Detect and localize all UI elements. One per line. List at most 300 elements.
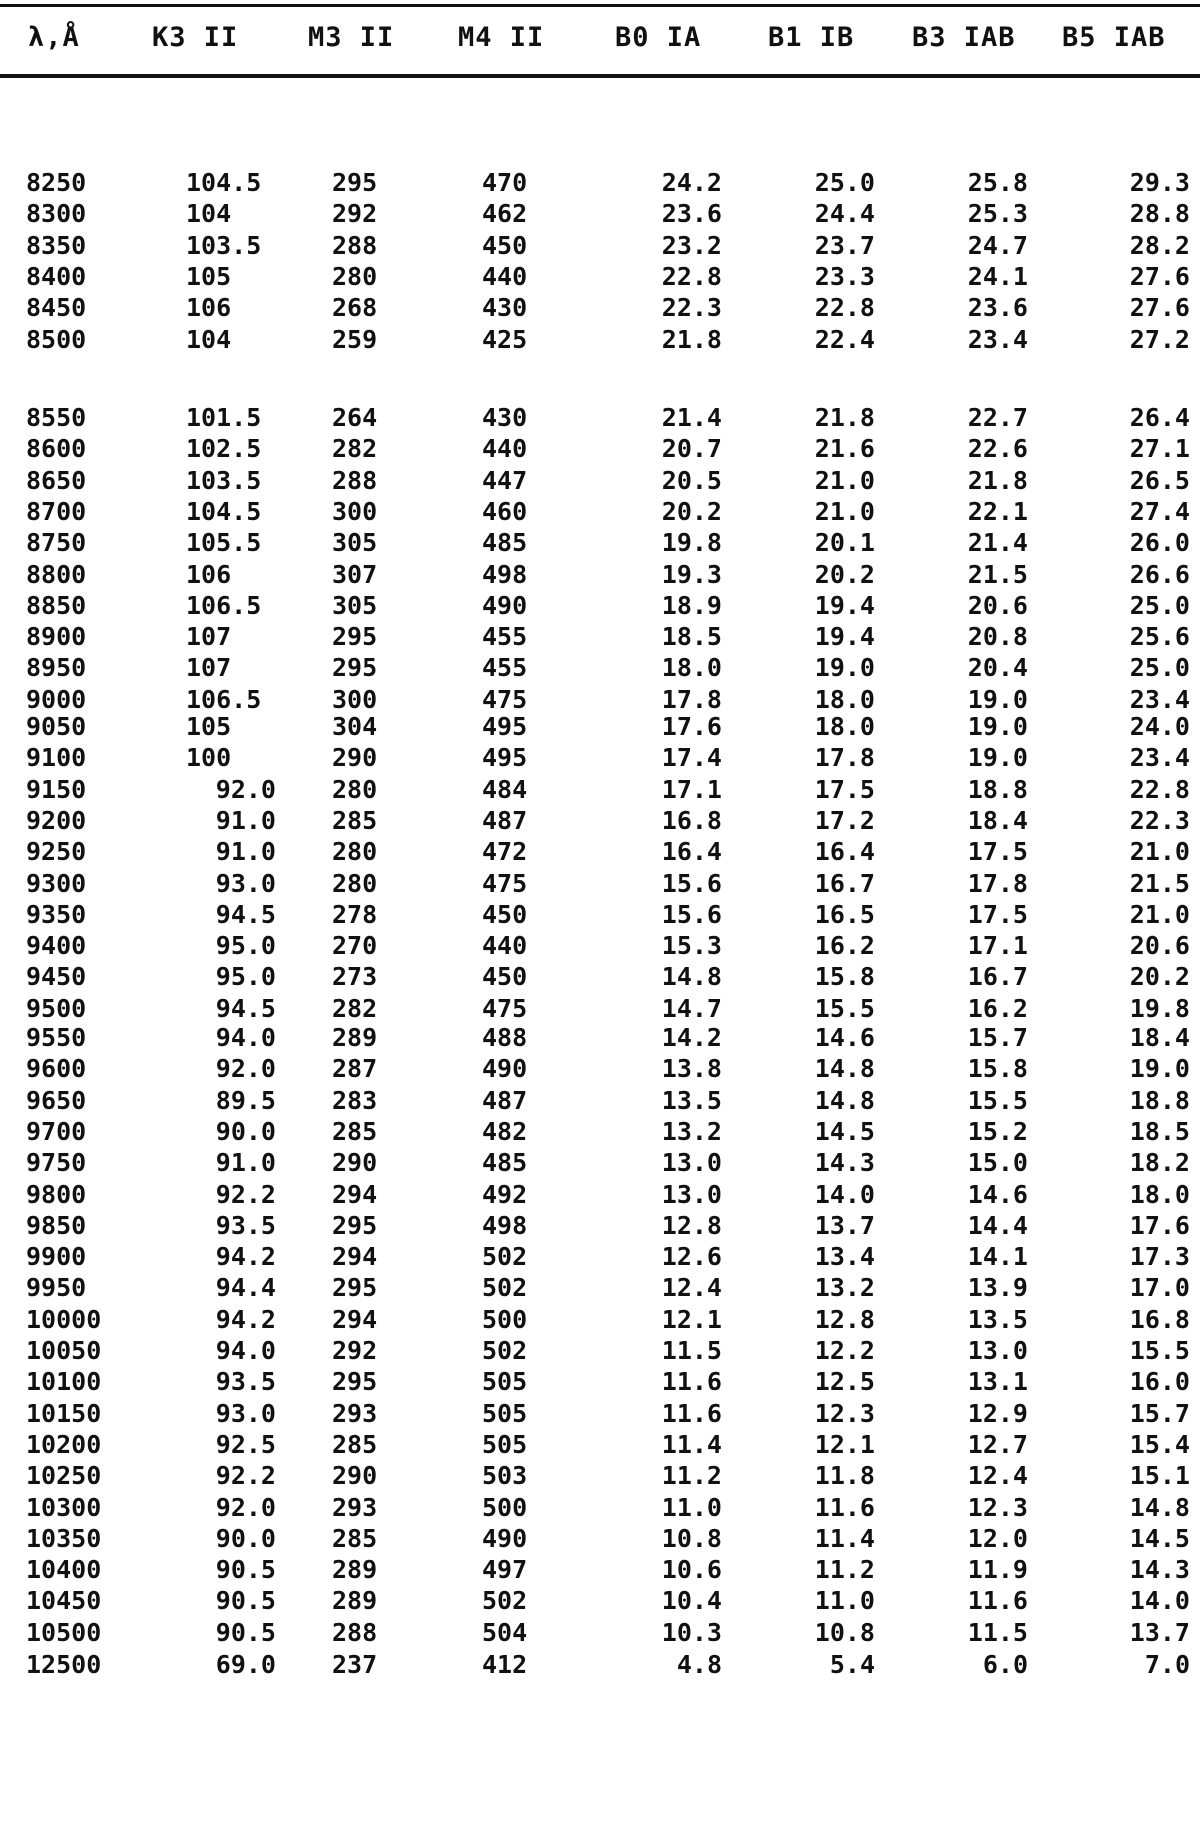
value-cell: 107 — [186, 653, 232, 683]
value-cell: 18.2 — [1129, 1148, 1190, 1178]
value-cell: 268 — [332, 293, 378, 323]
value-cell: 295 — [332, 1273, 378, 1303]
value-cell: 15.7 — [1129, 1398, 1190, 1428]
value-cell: 4.8 — [676, 1650, 722, 1679]
wavelength-cell: 8500 — [26, 324, 87, 354]
value-cell: 288 — [332, 230, 378, 260]
value-cell: 295 — [332, 1210, 378, 1240]
value-cell: 19.0 — [967, 712, 1028, 741]
value-cell: 10.8 — [814, 1617, 875, 1647]
value-cell: 305 — [332, 528, 378, 558]
table-row — [0, 775, 1200, 805]
wavelength-cell: 9950 — [26, 1273, 87, 1303]
value-cell: 23.2 — [661, 230, 722, 260]
value-cell: 300 — [332, 684, 378, 714]
value-cell: 12.9 — [967, 1398, 1028, 1428]
value-cell: 270 — [332, 931, 378, 961]
value-cell: 264 — [332, 403, 378, 432]
column-header: B0 IA — [615, 22, 702, 53]
value-cell: 430 — [482, 403, 528, 432]
column-header: B1 IB — [768, 22, 855, 53]
value-cell: 237 — [332, 1650, 378, 1679]
wavelength-cell: 10150 — [26, 1398, 102, 1428]
value-cell: 16.7 — [967, 962, 1028, 992]
value-cell: 280 — [332, 261, 378, 291]
value-cell: 18.4 — [967, 805, 1028, 835]
value-cell: 14.8 — [814, 1085, 875, 1115]
table-row — [0, 293, 1200, 323]
value-cell: 94.5 — [215, 899, 276, 929]
wavelength-cell: 8300 — [26, 199, 87, 229]
value-cell: 91.0 — [215, 805, 276, 835]
value-cell: 20.2 — [814, 559, 875, 589]
value-cell: 13.5 — [661, 1085, 722, 1115]
value-cell: 13.7 — [814, 1210, 875, 1240]
table-row — [0, 591, 1200, 621]
value-cell: 102.5 — [186, 434, 262, 464]
table-row — [0, 1493, 1200, 1523]
value-cell: 20.2 — [1129, 962, 1190, 992]
table-row — [0, 685, 1200, 715]
wavelength-cell: 10050 — [26, 1336, 102, 1365]
wavelength-cell: 9650 — [26, 1085, 87, 1115]
value-cell: 12.7 — [967, 1429, 1028, 1459]
value-cell: 26.4 — [1129, 403, 1190, 432]
value-cell: 19.8 — [1129, 993, 1190, 1023]
value-cell: 289 — [332, 1023, 378, 1052]
value-cell: 11.2 — [814, 1555, 875, 1585]
wavelength-cell: 9050 — [26, 712, 87, 741]
value-cell: 23.4 — [967, 324, 1028, 354]
value-cell: 91.0 — [215, 1148, 276, 1178]
value-cell: 15.6 — [661, 899, 722, 929]
value-cell: 285 — [332, 1523, 378, 1553]
table-row — [0, 869, 1200, 899]
value-cell: 21.0 — [1129, 899, 1190, 929]
wavelength-cell: 9450 — [26, 962, 87, 992]
value-cell: 103.5 — [186, 465, 262, 495]
value-cell: 487 — [482, 1085, 528, 1115]
value-cell: 14.0 — [814, 1179, 875, 1209]
table-row — [0, 1054, 1200, 1084]
value-cell: 15.2 — [967, 1116, 1028, 1146]
wavelength-cell: 9900 — [26, 1242, 87, 1272]
value-cell: 21.6 — [814, 434, 875, 464]
value-cell: 498 — [482, 1210, 528, 1240]
table-row — [0, 1086, 1200, 1116]
value-cell: 287 — [332, 1054, 378, 1084]
value-cell: 25.3 — [967, 199, 1028, 229]
wavelength-cell: 9100 — [26, 743, 87, 773]
value-cell: 280 — [332, 774, 378, 804]
table-row — [0, 325, 1200, 355]
wavelength-cell: 8950 — [26, 653, 87, 683]
value-cell: 16.7 — [814, 868, 875, 898]
column-header: K3 II — [152, 22, 239, 53]
value-cell: 90.0 — [215, 1523, 276, 1553]
value-cell: 11.5 — [967, 1617, 1028, 1647]
value-cell: 25.8 — [967, 168, 1028, 197]
value-cell: 440 — [482, 261, 528, 291]
value-cell: 278 — [332, 899, 378, 929]
value-cell: 13.0 — [661, 1148, 722, 1178]
value-cell: 25.0 — [814, 168, 875, 197]
value-cell: 20.4 — [967, 653, 1028, 683]
value-cell: 22.4 — [814, 324, 875, 354]
wavelength-cell: 8750 — [26, 528, 87, 558]
value-cell: 21.4 — [661, 403, 722, 432]
table-row — [0, 1367, 1200, 1397]
value-cell: 295 — [332, 1367, 378, 1397]
value-cell: 289 — [332, 1586, 378, 1616]
table-row — [0, 1211, 1200, 1241]
value-cell: 106.5 — [186, 684, 262, 714]
value-cell: 19.0 — [1129, 1054, 1190, 1084]
value-cell: 24.4 — [814, 199, 875, 229]
value-cell: 24.2 — [661, 168, 722, 197]
wavelength-cell: 10400 — [26, 1555, 102, 1585]
value-cell: 19.4 — [814, 622, 875, 652]
value-cell: 11.8 — [814, 1461, 875, 1491]
value-cell: 27.6 — [1129, 293, 1190, 323]
value-cell: 12.1 — [661, 1304, 722, 1334]
value-cell: 18.5 — [661, 622, 722, 652]
value-cell: 273 — [332, 962, 378, 992]
value-cell: 11.5 — [661, 1336, 722, 1365]
value-cell: 22.6 — [967, 434, 1028, 464]
wavelength-cell: 10450 — [26, 1586, 102, 1616]
value-cell: 16.5 — [814, 899, 875, 929]
value-cell: 500 — [482, 1492, 528, 1522]
value-cell: 6.0 — [982, 1650, 1028, 1679]
value-cell: 27.6 — [1129, 261, 1190, 291]
value-cell: 455 — [482, 653, 528, 683]
value-cell: 20.7 — [661, 434, 722, 464]
wavelength-cell: 10300 — [26, 1492, 102, 1522]
value-cell: 294 — [332, 1242, 378, 1272]
value-cell: 295 — [332, 168, 378, 197]
value-cell: 95.0 — [215, 962, 276, 992]
value-cell: 12.8 — [661, 1210, 722, 1240]
column-header: M4 II — [458, 22, 545, 53]
wavelength-cell: 10100 — [26, 1367, 102, 1397]
value-cell: 12.3 — [967, 1492, 1028, 1522]
value-cell: 19.0 — [967, 743, 1028, 773]
value-cell: 505 — [482, 1367, 528, 1397]
value-cell: 12.6 — [661, 1242, 722, 1272]
value-cell: 23.6 — [967, 293, 1028, 323]
value-cell: 475 — [482, 684, 528, 714]
table-row — [0, 622, 1200, 652]
value-cell: 285 — [332, 1429, 378, 1459]
value-cell: 13.9 — [967, 1273, 1028, 1303]
value-cell: 13.4 — [814, 1242, 875, 1272]
value-cell: 14.8 — [1129, 1492, 1190, 1522]
value-cell: 24.7 — [967, 230, 1028, 260]
value-cell: 15.8 — [814, 962, 875, 992]
wavelength-cell: 9800 — [26, 1179, 87, 1209]
table-row — [0, 1273, 1200, 1303]
wavelength-cell: 9150 — [26, 774, 87, 804]
table-row — [0, 1618, 1200, 1648]
value-cell: 24.0 — [1129, 712, 1190, 741]
value-cell: 21.5 — [1129, 868, 1190, 898]
value-cell: 18.9 — [661, 590, 722, 620]
value-cell: 15.5 — [967, 1085, 1028, 1115]
wavelength-cell: 9750 — [26, 1148, 87, 1178]
value-cell: 14.2 — [661, 1023, 722, 1052]
value-cell: 447 — [482, 465, 528, 495]
value-cell: 18.4 — [1129, 1023, 1190, 1052]
table-row — [0, 1180, 1200, 1210]
value-cell: 19.0 — [967, 684, 1028, 714]
table-row — [0, 743, 1200, 773]
wavelength-cell: 9300 — [26, 868, 87, 898]
value-cell: 23.4 — [1129, 743, 1190, 773]
value-cell: 482 — [482, 1116, 528, 1146]
value-cell: 280 — [332, 868, 378, 898]
value-cell: 18.0 — [814, 712, 875, 741]
value-cell: 505 — [482, 1429, 528, 1459]
value-cell: 100 — [186, 743, 232, 773]
value-cell: 15.1 — [1129, 1461, 1190, 1491]
table-row — [0, 1430, 1200, 1460]
wavelength-cell: 9400 — [26, 931, 87, 961]
value-cell: 15.6 — [661, 868, 722, 898]
table-row — [0, 1461, 1200, 1491]
value-cell: 26.5 — [1129, 465, 1190, 495]
value-cell: 21.8 — [814, 403, 875, 432]
value-cell: 289 — [332, 1555, 378, 1585]
wavelength-cell: 8700 — [26, 496, 87, 526]
value-cell: 13.0 — [661, 1179, 722, 1209]
value-cell: 92.0 — [215, 774, 276, 804]
table-row — [0, 466, 1200, 496]
value-cell: 11.6 — [814, 1492, 875, 1522]
value-cell: 21.0 — [814, 496, 875, 526]
value-cell: 7.0 — [1144, 1650, 1190, 1679]
value-cell: 485 — [482, 528, 528, 558]
value-cell: 11.0 — [814, 1586, 875, 1616]
table-row — [0, 231, 1200, 261]
value-cell: 23.7 — [814, 230, 875, 260]
value-cell: 14.0 — [1129, 1586, 1190, 1616]
value-cell: 282 — [332, 993, 378, 1023]
value-cell: 498 — [482, 559, 528, 589]
table-row — [0, 560, 1200, 590]
value-cell: 13.5 — [967, 1304, 1028, 1334]
value-cell: 15.3 — [661, 931, 722, 961]
wavelength-cell: 9200 — [26, 805, 87, 835]
value-cell: 15.5 — [814, 993, 875, 1023]
wavelength-cell: 8650 — [26, 465, 87, 495]
value-cell: 13.1 — [967, 1367, 1028, 1397]
value-cell: 90.5 — [215, 1586, 276, 1616]
value-cell: 484 — [482, 774, 528, 804]
value-cell: 14.3 — [1129, 1555, 1190, 1585]
value-cell: 450 — [482, 899, 528, 929]
value-cell: 93.0 — [215, 868, 276, 898]
value-cell: 92.0 — [215, 1492, 276, 1522]
value-cell: 14.8 — [814, 1054, 875, 1084]
value-cell: 292 — [332, 199, 378, 229]
value-cell: 22.7 — [967, 403, 1028, 432]
value-cell: 282 — [332, 434, 378, 464]
value-cell: 22.3 — [1129, 805, 1190, 835]
table-row — [0, 837, 1200, 867]
value-cell: 5.4 — [829, 1650, 875, 1679]
value-cell: 18.0 — [1129, 1179, 1190, 1209]
value-cell: 89.5 — [215, 1085, 276, 1115]
value-cell: 505 — [482, 1398, 528, 1428]
value-cell: 490 — [482, 1523, 528, 1553]
value-cell: 17.4 — [661, 743, 722, 773]
table-row — [0, 1242, 1200, 1272]
value-cell: 502 — [482, 1336, 528, 1365]
value-cell: 22.1 — [967, 496, 1028, 526]
value-cell: 105.5 — [186, 528, 262, 558]
value-cell: 472 — [482, 837, 528, 867]
value-cell: 455 — [482, 622, 528, 652]
wavelength-cell: 9500 — [26, 993, 87, 1023]
value-cell: 294 — [332, 1304, 378, 1334]
value-cell: 490 — [482, 1054, 528, 1084]
column-header: M3 II — [308, 22, 395, 53]
table-row — [0, 931, 1200, 961]
value-cell: 13.2 — [661, 1116, 722, 1146]
value-cell: 17.1 — [661, 774, 722, 804]
value-cell: 295 — [332, 622, 378, 652]
table-row — [0, 653, 1200, 683]
value-cell: 288 — [332, 1617, 378, 1647]
value-cell: 475 — [482, 868, 528, 898]
value-cell: 104.5 — [186, 168, 262, 197]
value-cell: 94.0 — [215, 1336, 276, 1365]
value-cell: 10.4 — [661, 1586, 722, 1616]
column-header: λ,Å — [28, 22, 80, 53]
value-cell: 28.8 — [1129, 199, 1190, 229]
value-cell: 502 — [482, 1242, 528, 1272]
table-row — [0, 199, 1200, 229]
wavelength-cell: 8250 — [26, 168, 87, 197]
value-cell: 290 — [332, 743, 378, 773]
value-cell: 92.2 — [215, 1179, 276, 1209]
value-cell: 13.8 — [661, 1054, 722, 1084]
value-cell: 16.0 — [1129, 1367, 1190, 1397]
value-cell: 11.4 — [814, 1523, 875, 1553]
wavelength-cell: 9350 — [26, 899, 87, 929]
table-row — [0, 434, 1200, 464]
table-row — [0, 1586, 1200, 1616]
value-cell: 470 — [482, 168, 528, 197]
wavelength-cell: 8800 — [26, 559, 87, 589]
value-cell: 304 — [332, 712, 378, 741]
wavelength-cell: 9250 — [26, 837, 87, 867]
wavelength-cell: 10350 — [26, 1523, 102, 1553]
value-cell: 490 — [482, 590, 528, 620]
value-cell: 14.3 — [814, 1148, 875, 1178]
top-rule — [0, 4, 1200, 7]
value-cell: 292 — [332, 1336, 378, 1365]
value-cell: 11.6 — [661, 1398, 722, 1428]
value-cell: 485 — [482, 1148, 528, 1178]
table-row — [0, 900, 1200, 930]
table-row — [0, 1524, 1200, 1554]
value-cell: 487 — [482, 805, 528, 835]
table-row — [0, 962, 1200, 992]
value-cell: 460 — [482, 496, 528, 526]
value-cell: 440 — [482, 434, 528, 464]
wavelength-cell: 9600 — [26, 1054, 87, 1084]
value-cell: 103.5 — [186, 230, 262, 260]
value-cell: 12.1 — [814, 1429, 875, 1459]
table-row — [0, 712, 1200, 742]
value-cell: 17.5 — [967, 837, 1028, 867]
value-cell: 105 — [186, 712, 232, 741]
value-cell: 10.6 — [661, 1555, 722, 1585]
value-cell: 290 — [332, 1461, 378, 1491]
value-cell: 26.6 — [1129, 559, 1190, 589]
value-cell: 285 — [332, 805, 378, 835]
value-cell: 23.4 — [1129, 684, 1190, 714]
value-cell: 15.7 — [967, 1023, 1028, 1052]
value-cell: 14.4 — [967, 1210, 1028, 1240]
value-cell: 10.3 — [661, 1617, 722, 1647]
value-cell: 17.2 — [814, 805, 875, 835]
table-row — [0, 1555, 1200, 1585]
value-cell: 11.0 — [661, 1492, 722, 1522]
value-cell: 90.5 — [215, 1555, 276, 1585]
wavelength-cell: 8900 — [26, 622, 87, 652]
value-cell: 104 — [186, 324, 232, 354]
value-cell: 17.8 — [967, 868, 1028, 898]
wavelength-cell: 10500 — [26, 1617, 102, 1647]
value-cell: 21.8 — [967, 465, 1028, 495]
value-cell: 20.6 — [1129, 931, 1190, 961]
column-header: B5 IAB — [1062, 22, 1166, 53]
value-cell: 14.7 — [661, 993, 722, 1023]
wavelength-cell: 8850 — [26, 590, 87, 620]
table-row — [0, 1117, 1200, 1147]
wavelength-cell: 9000 — [26, 684, 87, 714]
value-cell: 19.0 — [814, 653, 875, 683]
value-cell: 18.8 — [967, 774, 1028, 804]
value-cell: 94.2 — [215, 1242, 276, 1272]
value-cell: 305 — [332, 590, 378, 620]
value-cell: 475 — [482, 993, 528, 1023]
value-cell: 497 — [482, 1555, 528, 1585]
value-cell: 18.8 — [1129, 1085, 1190, 1115]
value-cell: 293 — [332, 1398, 378, 1428]
value-cell: 503 — [482, 1461, 528, 1491]
value-cell: 307 — [332, 559, 378, 589]
value-cell: 17.5 — [967, 899, 1028, 929]
table-row — [0, 262, 1200, 292]
value-cell: 14.6 — [814, 1023, 875, 1052]
table-row — [0, 1336, 1200, 1366]
value-cell: 17.6 — [661, 712, 722, 741]
value-cell: 93.0 — [215, 1398, 276, 1428]
value-cell: 23.3 — [814, 261, 875, 291]
value-cell: 92.2 — [215, 1461, 276, 1491]
value-cell: 17.8 — [661, 684, 722, 714]
value-cell: 25.0 — [1129, 653, 1190, 683]
value-cell: 259 — [332, 324, 378, 354]
value-cell: 285 — [332, 1116, 378, 1146]
value-cell: 21.8 — [661, 324, 722, 354]
wavelength-cell: 8450 — [26, 293, 87, 323]
table-row — [0, 1399, 1200, 1429]
